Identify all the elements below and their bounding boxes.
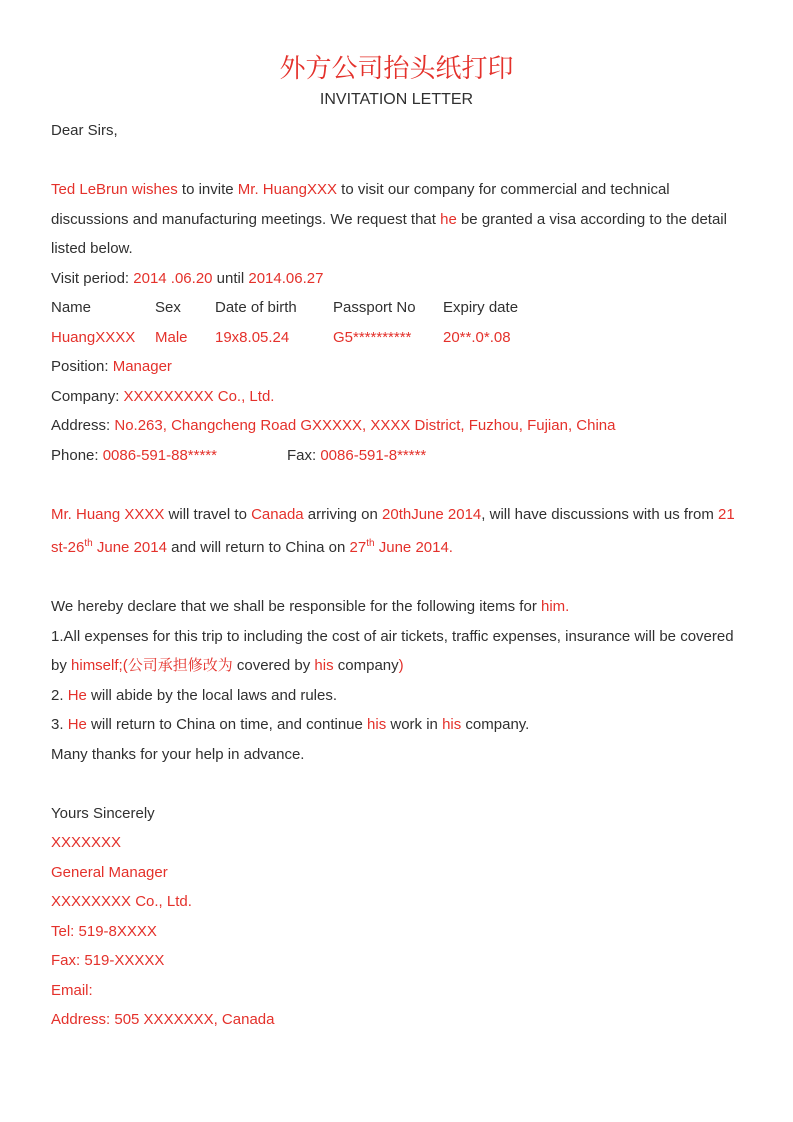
salutation-text: Dear Sirs, [51, 122, 118, 139]
signature-title: General Manager [51, 863, 168, 881]
company-value: XXXXXXXXX Co., Ltd. [123, 387, 275, 405]
signature-fax: Fax: 519-XXXXX [51, 952, 165, 969]
company-line [51, 382, 742, 412]
visit-end-date: 2014.06.27 [248, 269, 324, 287]
text-run: and will return to China on [166, 539, 350, 556]
text-run: until [212, 269, 249, 287]
text-run: company. [461, 716, 530, 733]
thanks-line [51, 740, 742, 770]
col-header-passport-no: Passport No [333, 299, 416, 316]
text-run: 2. [51, 686, 68, 704]
col-header-expiry-date: Expiry date [443, 299, 519, 316]
address-line [51, 411, 742, 441]
text-run: We hereby declare that we shall be responsible for the following items for [51, 598, 541, 615]
signature-address: Address: 505 XXXXXXX, Canada [51, 1011, 275, 1028]
phone-group [51, 441, 287, 471]
text-run: , will have discussions with us from [481, 505, 719, 523]
visit-period-label: Visit period: [51, 269, 134, 287]
intro-paragraph [51, 175, 742, 264]
position-label: Position: [51, 358, 113, 375]
text-run: he [440, 210, 457, 228]
text-run: covered by [232, 657, 315, 674]
address-value: No.263, Changcheng Road GXXXXX, XXXX District, Fuzhou, Fujian, China [114, 417, 616, 434]
visitor-table [51, 293, 742, 352]
col-header-name: Name [51, 299, 92, 316]
declaration-paragraph [51, 592, 742, 622]
text-run: his [442, 716, 462, 733]
signature-name: XXXXXXX [51, 834, 122, 851]
text-run: ) [398, 657, 404, 674]
text-run: work in [386, 716, 443, 733]
visitor-passport-no: G5********** [333, 328, 412, 346]
text-run: will return to China on time, and continue [86, 716, 368, 733]
visitor-date-of-birth: 19x8.05.24 [215, 328, 290, 346]
text-run: to visit our company for commercial and technical discussions and manufacturing meetings. We request that [51, 181, 670, 228]
closing-text: Yours Sincerely [51, 804, 155, 822]
position-value: Manager [112, 358, 172, 375]
page-subtitle: INVITATION LETTER [319, 91, 474, 108]
text-run: 27 [349, 539, 367, 556]
text-run: Mr. HuangXXX [237, 181, 337, 198]
fax-label: Fax: [287, 446, 321, 464]
col-header-sex: Sex [155, 299, 181, 316]
text-run: Ted LeBrun wishes [51, 181, 178, 198]
fax-value: 0086-591-8***** [320, 446, 427, 464]
text-run: 1.All expenses for this trip to including the cost of air tickets, traffic expenses, insurance will be covered by [51, 627, 734, 674]
text-run: will abide by the local laws and rules. [86, 686, 338, 704]
text-run: Mr. Huang XXXX [51, 505, 165, 523]
visitor-name: HuangXXXX [51, 328, 136, 346]
text-run: to invite [177, 181, 238, 198]
salutation [51, 116, 742, 146]
phone-label: Phone: [51, 446, 103, 464]
text-run: arriving on [303, 505, 383, 523]
company-label: Company: [51, 387, 124, 405]
text-run: will travel to [164, 505, 252, 523]
phone-fax-line [51, 441, 742, 471]
text-run: him. [540, 598, 570, 615]
visitor-sex: Male [155, 328, 188, 346]
page-title-chinese: 外方公司抬头纸打印 [279, 54, 514, 84]
declaration-item-1 [51, 622, 742, 681]
text-run: He [67, 686, 87, 704]
position-line [51, 352, 742, 382]
signature-closing [51, 799, 742, 829]
visit-period-line [51, 264, 742, 294]
text-run: Canada [251, 505, 304, 523]
text-run: 21 st-26 [51, 505, 735, 556]
text-run: 3. [51, 716, 68, 733]
text-run: June 2014 [92, 539, 167, 556]
signature-email: Email: [51, 981, 93, 999]
text-run: himself;(公司承担修改为 [71, 657, 233, 674]
text-run: be granted a visa according to the detail listed below. [51, 210, 727, 257]
text-run: 20thJune 2014 [382, 505, 482, 523]
text-run: June 2014. [374, 539, 453, 556]
travel-paragraph [51, 500, 742, 563]
signature-tel: Tel: 519-8XXXX [51, 922, 157, 940]
col-header-date-of-birth: Date of birth [215, 299, 297, 316]
text-run: company [333, 657, 399, 674]
ordinal-suffix: th [84, 538, 93, 549]
text-run: his [367, 716, 387, 733]
visit-start-date: 2014 .06.20 [133, 269, 213, 287]
thanks-text: Many thanks for your help in advance. [51, 745, 305, 763]
declaration-item-2 [51, 681, 742, 711]
address-label: Address: [51, 417, 115, 434]
visitor-expiry-date: 20**.0*.08 [443, 328, 511, 346]
text-run: his [314, 657, 334, 674]
declaration-item-3 [51, 710, 742, 740]
phone-value: 0086-591-88***** [102, 446, 217, 464]
ordinal-suffix: th [366, 538, 375, 549]
text-run: He [67, 716, 87, 733]
signature-company: XXXXXXXX Co., Ltd. [51, 893, 192, 910]
